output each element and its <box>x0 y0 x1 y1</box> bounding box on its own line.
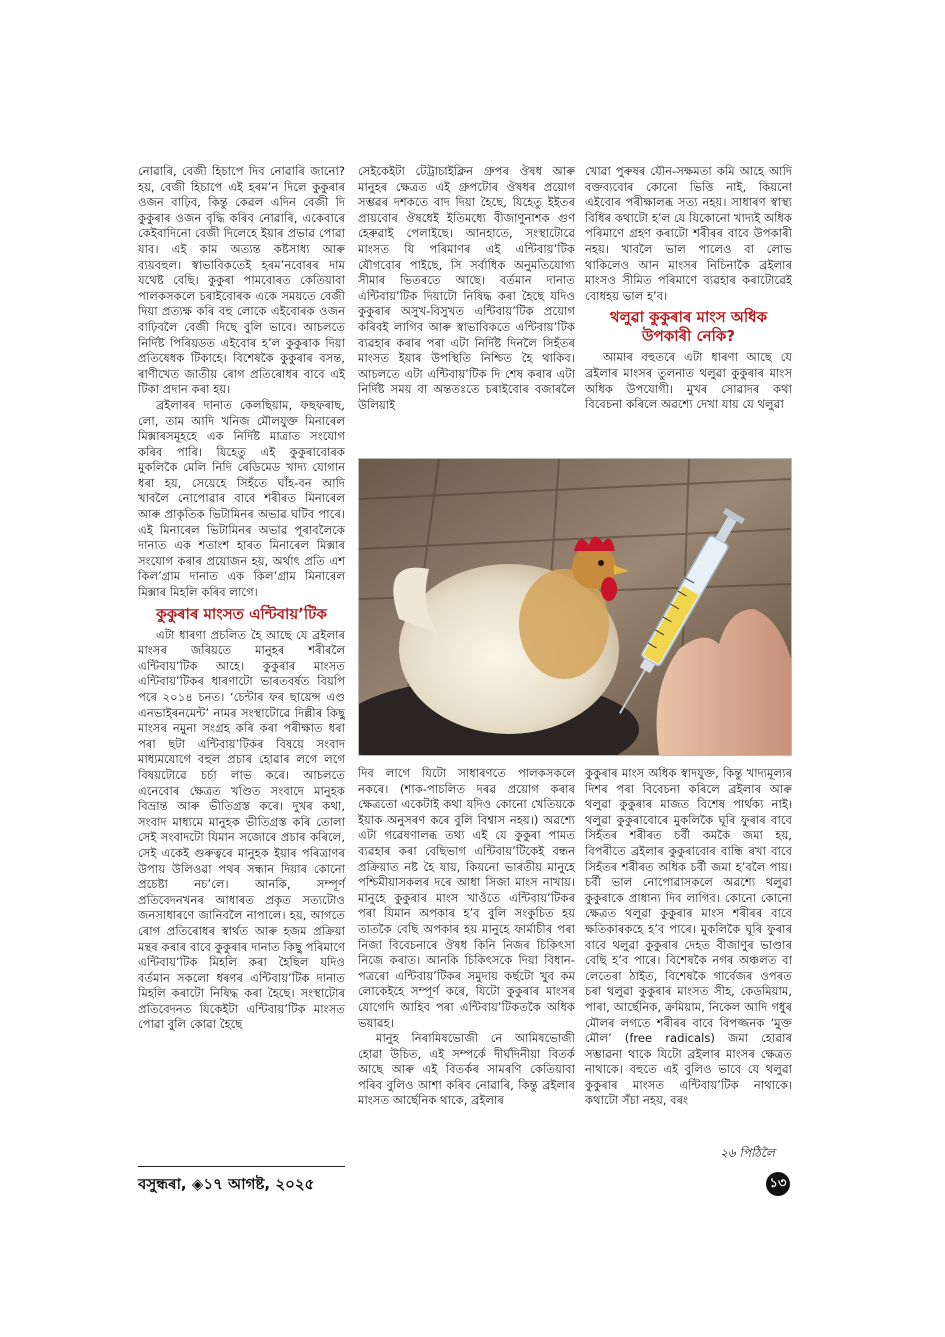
paragraph: খোৱা পুৰুষৰ যৌন-সক্ষমতা কমি আহে আদি বক্তব্যবোৰ কোনো ভিত্তি নাই, কিয়নো এইবোৰ পৰীক্ষালব্ধ সত্য নহয়। সাধাৰণ স্বাস্থ্য বিধিৰ কথাটো হʼল যে যিকোনো খাদ্যই অধিক পৰিমাণে গ্ৰহণ কৰাটো শৰীৰৰ বাবে উপকাৰী নহয়। খাবলৈ ভাল পালেও বা লোভ থাকিলেও আন মাংসৰ নিচিনাকৈ ব্ৰইলাৰ মাংসও সীমিত পৰিমাণে ব্যৱহাৰ কৰাটোৱেই বোধহয় ভাল হʼব। <box>585 164 792 303</box>
subheading-local-chicken: থলুৱা কুকুৰাৰ মাংস অধিক উপকাৰী নেকি? <box>609 308 768 346</box>
paragraph: সেইকেইটা টেট্ৰাচাইক্লিন গ্ৰুপৰ ঔষধ আৰু মানুহৰ ক্ষেত্ৰত এই গ্ৰুপটোৰ ঔষধৰ প্ৰয়োগ সম্ভৱৰ দশকতে বাদ দিয়া হৈছে, যিহেতু ইইতৰ প্ৰায়বোৰ ঔষধেই ইতিমধ্যে বীজাণুনাশক গুণ হেৰুৱাই পেলাইছে। আনহাতে, সংস্থাটোৱে মাংসত যি পৰিমাণৰ এই এন্টিবায়ʼটিক যৌগবোৰ পাইছে, সি সৰ্বাধিক অনুমতিযোগ্য সীমাৰ ভিতৰতে আছে। বৰ্তমান দানাত এন্টিবায়ʼটিক দিয়াটো নিষিদ্ধ কৰা হৈছে যদিও কুকুৰাৰ অসুখ-বিসুখত এন্টিবায়ʼটিক প্ৰয়োগ কৰিবই লাগিব আৰু স্বাভাবিকতে এন্টিবায়ʼটিক ব্যৱহাৰ কৰাৰ পৰা এটা নিৰ্দিষ্ট দিনলৈ সিহঁতৰ মাংসত ইয়াৰ উপস্থিতি নিশ্চিত হৈ থাকিব। আচলতে এটা এন্টিবায়ʼটিক দি শেষ কৰাৰ এটা নিৰ্দিষ্ট সময় বা অন্ততঃতে চৰাইবোৰ বজাৰলৈ উলিয়াই <box>358 164 575 412</box>
subheading-antibiotic: কুকুৰাৰ মাংসত এন্টিবায়ʼটিক <box>156 604 327 623</box>
paragraph: নোৱাৰি, বেজী হিচাপে দিব নোৱাৰি জানো? হয়, বেজী হিচাপে এই হৰমʼন দিলে কুকুৰাৰ ওজন বাঢ়িব, কিন্তু কেৱল এদিন বেজী দি কুকুৰাৰ ওজন বৃদ্ধি কৰিব নোৱাৰি, একেবাৰে কেইবাদিনো বেজী দিলেহে ইয়াৰ প্ৰভাৱ পোৱা যাব। এই কাম অত্যন্ত কষ্টসাধ্য আৰু ব্যয়বহুল। স্বাভাবিকতেই হৰমʼনবোৰৰ দাম যথেষ্ট বেছি। কুকুৰা পামবোৰত কেতিয়াবা পালকসকলে চৰাইবোৰক একে সময়তে বেজী দিয়া প্ৰত্যক্ষ কৰি বহু লোকে এইবোৰক ওজন বাঢ়িবলৈ বেজী দিছে বুলি ভাবে। আচলতে নিৰ্দিষ্ট পিৰিয়ডত এইবোৰ হʼল কুকুৰাক দিয়া প্ৰতিষেধক টিকাহে। বিশেষকৈ কুকুৰাৰ বসন্ত, ৰাণীখেত জাতীয় ৰোগ প্ৰতিৰোধৰ বাবে এই টিকা প্ৰদান কৰা হয়। <box>138 164 345 397</box>
page-number: ১৩ <box>766 1172 790 1196</box>
paragraph: আমাৰ বহুতৰে এটা ধাৰণা আছে যে ব্ৰইলাৰ মাংসৰ তুলনাত থলুৱা কুকুৰাৰ মাংস অধিক উপযোগী। মুখৰ সোৱাদৰ কথা বিবেচনা কৰিলে অৱশ্যে দেখা যায় যে থলুৱা <box>585 350 792 412</box>
paragraph: মানুহ নিৰামিষভোজী নে আমিষভোজী হোৱা উচিত, এই সম্পৰ্কে দীৰ্ঘদিনীয়া বিতৰ্ক আছে আৰু এই বিতৰ্কৰ সামৰণি কেতিয়াবা পৰিব বুলিও আশা কৰিব নোৱাৰি, কিন্তু ব্ৰইলাৰ মাংসত আৰ্ছেনিক থাকে, ব্ৰইলাৰ <box>358 1031 575 1108</box>
continued-on-note: ২৬ পিঠিলৈ <box>720 1146 775 1160</box>
magazine-footer: বসুন্ধৰা, ◈১৭ আগষ্ট, ২০২৫ <box>138 1175 315 1193</box>
article-column-3 <box>585 164 792 413</box>
paragraph: দিব লাগে যিটো সাধাৰণতে পালকসকলে নকৰে। (শাক-পাচলিত দৰৱ প্ৰয়োগ কৰাৰ ক্ষেত্ৰতো একেটাই কথা যদিও কোনো খেতিয়কে ইয়াক অনুসৰণ কৰে বুলি বিশ্বাস নহয়।) অৱশ্যে এটা গৱেষণালব্ধ তথ্য এই যে কুকুৰা পামত ব্যৱহাৰ কৰা বেছিভাগ এন্টিবায়ʼটিকেই বন্ধন প্ৰক্ৰিয়াত নষ্ট হৈ যায়, কিয়নো ভাৰতীয় মানুহে পশ্চিমীয়াসকলৰ দৰে আধা সিজা মাংস নাখায়। মানুহে কুকুৰাৰ মাংস খাওঁতে এন্টিবায়ʼটিকৰ পৰা যিমান অপকাৰ হʼব বুলি সংকুচিত হয় তাতকৈ বেছি অপকাৰ হয় মানুহে ফাৰ্মাচীৰ পৰা নিজা বিবেচনাৰে ঔষধ কিনি নিজৰ চিকিৎসা নিজে কৰাত। আনকি চিকিৎসকে দিয়া বিধান-পত্ৰৰো এন্টিবায়ʼটিকৰ সমুদায় কৰ্ছটো খুব কম লোকেইহে সম্পূৰ্ণ কৰে, যিটো কুকুৰাৰ মাংসৰ যোগেদি আহিব পৰা এন্টিবায়ʼটিকতকৈ অধিক ভয়াৱহ। <box>358 766 575 1030</box>
paragraph: কুকুৰাৰ মাংস অধিক স্বাদযুক্ত, কিন্তু খাদ্যমূল্যৰ দিশৰ পৰা বিবেচনা কৰিলে ব্ৰইলাৰ আৰু থলুৱা কুকুৰাৰ মাজত বিশেষ পাৰ্থক্য নাই। থলুৱা কুকুৰাবোৰে মুকলিকৈ ঘূৰি ফুৰাৰ বাবে সিহঁতৰ শৰীৰত চৰ্বী কমকৈ জমা হয়, বিপৰীতে ব্ৰইলাৰ কুকুৰাবোৰ বান্ধি ৰখা বাবে সিহঁতৰ শৰীৰত অধিক চৰ্বী জমা হʼবলৈ পায়। চৰ্বী ভাল নোপোৱাসকলে অৱশ্যে থলুৱা কুকুৰাকে প্ৰাধান্য দিব লাগিব। কোনো কোনো ক্ষেত্ৰত থলুৱা কুকুৰাৰ মাংস শৰীৰৰ বাবে ক্ষতিকাৰকহে হʼব পাৰে। মুকলিকৈ ঘূৰি ফুৰাৰ বাবে থলুৱা কুকুৰাৰ দেহত বীজাণুৰ ভাণ্ডাৰ বেছি হʼব পাৰে। বিশেষকৈ নগৰ অঞ্চলত বা লেতেৰা ঠাইত, বিশেষকৈ গাৰ্বেজৰ ওপৰত চৰা থলুৱা কুকুৰাৰ মাংসত সীহ, কেডমিয়াম, পাৰা, আৰ্ছেনিক, ক্ৰমিয়াম, নিকেল আদি গধুৰ মৌলৰ লগতে শৰীৰৰ বাবে বিপজ্জনক ‘মুক্ত মৌল’ (free radicals) জমা হোৱাৰ সম্ভাৱনা থাকে যিটো ব্ৰইলাৰ মাংসৰ ক্ষেত্ৰত নাথাকে। বহুতে এই বুলিও ভাবে যে থলুৱা কুকুৰাৰ মাংসত এন্টিবায়ʼটিক নাথাকে। কথাটো সঁচা নহয়, বৰং <box>585 766 792 1108</box>
article-column-2 <box>358 164 575 414</box>
paragraph: ব্ৰইলাৰৰ দানাত কেলছিয়াম, ফছফৰাছ, লো, তাম আদি খনিজ মৌলযুক্ত মিনাৰেল মিক্সাৰসমূহহে এক নিৰ্দিষ্ট মাত্ৰাত সংযোগ কৰিব পাৰি। যিহেতু এই কুকুৰাবোৰক মুকলিকৈ মেলি নিদি ৰেডিমেড খাদ্য যোগান ধৰা হয়, সেয়েহে সিহঁতে ঘাঁহ-বন আদি খাবলৈ নোপোৱাৰ বাবে শৰীৰত মিনাৰেল আৰু প্ৰাকৃতিক ভিটামিনৰ অভাৱ ঘটিব পাৰে। এই মিনাৰেল ভিটামিনৰ অভাৱ পূৰাবলৈকে দানাত এক শতাংশ হাৰত মিনাৰেল মিক্সাৰ সংযোগ কৰাৰ প্ৰয়োজন হয়, অৰ্থাৎ প্ৰতি এশ কিলʼগ্ৰাম দানাত এক কিলʼগ্ৰাম মিনাৰেল মিক্সাৰ মিহলি কৰিব লাগে। <box>138 397 345 600</box>
paragraph: এটা ধাৰণা প্ৰচলিত হৈ আছে যে ব্ৰইলাৰ মাংসৰ জৰিয়তে মানুহৰ শৰীৰলৈ এন্টিবায়ʼটিক আহে। কুকুৰাৰ মাংসত এন্টিবায়ʼটিকৰ ধাৰণাটো ভাৰতবৰ্ষত বিয়পি পৰে ২০১৪ চনত। ‘চেন্টাৰ ফৰ ছায়েন্স এণ্ড এনভাইৰনমেন্ট’ নামৰ সংস্থাটোৱে দিল্লীৰ কিছু মাংসৰ নমুনা সংগ্ৰহ কৰি কৰা পৰীক্ষাত ধৰা পৰা ছটা এন্টিবায়ʼটিকৰ বিষয়ে সংবাদ মাধ্যমযোগে বহুল প্ৰচাৰ হোৱাৰ লগে লগে বিষয়টোৱে চৰ্চা লাভ কৰে। আচলতে এনেবোৰ ক্ষেত্ৰত খণ্ডিত সংবাদে মানুহক বিভ্ৰান্ত আৰু ভীতিগ্ৰস্ত কৰে। দুখৰ কথা, সংবাদ মাধ্যমে মানুহক ভীতিগ্ৰস্ত কৰি তোলা সেই সংবাদটো যিমান সজোৰে প্ৰচাৰ কৰিলে, সেই একেই গুৰুত্বৰে মানুহক ইয়াৰ পৰিত্ৰাণৰ উপায় উলিওৱা পথৰ সন্ধান দিয়াৰ কোনো প্ৰচেষ্টা নচʼলে। আনকি, সম্পূৰ্ণ প্ৰতিবেদনখনৰ আধাৰত প্ৰকৃত সত্যটোও জনসাধাৰণে জানিবলৈ নাপালে। হয়, আগতে ৰোগ প্ৰতিৰোধৰ স্বাৰ্থত আৰু হজম প্ৰক্ৰিয়া মন্থৰ কৰাৰ বাবে কুকুৰাৰ দানাত কিছু পৰিমাণে এন্টিবায়ʼটিক মিহলি কৰা হৈছিল যদিও বৰ্তমান সকলো ধৰণৰ এন্টিবায়ʼটিক দানাত মিহলি কৰাটো নিষিদ্ধ কৰা হৈছে। সংস্থাটোৰ প্ৰতিবেদনত যিকেইটা এন্টিবায়ʼটিক মাংসত পোৱা বুলি কোৱা হৈছে <box>138 627 345 1032</box>
footer-rule <box>138 1166 345 1167</box>
article-column-1 <box>138 164 345 1033</box>
article-column-4 <box>358 766 575 1109</box>
article-column-5 <box>585 766 792 1109</box>
chicken-injection-photo <box>358 458 792 756</box>
